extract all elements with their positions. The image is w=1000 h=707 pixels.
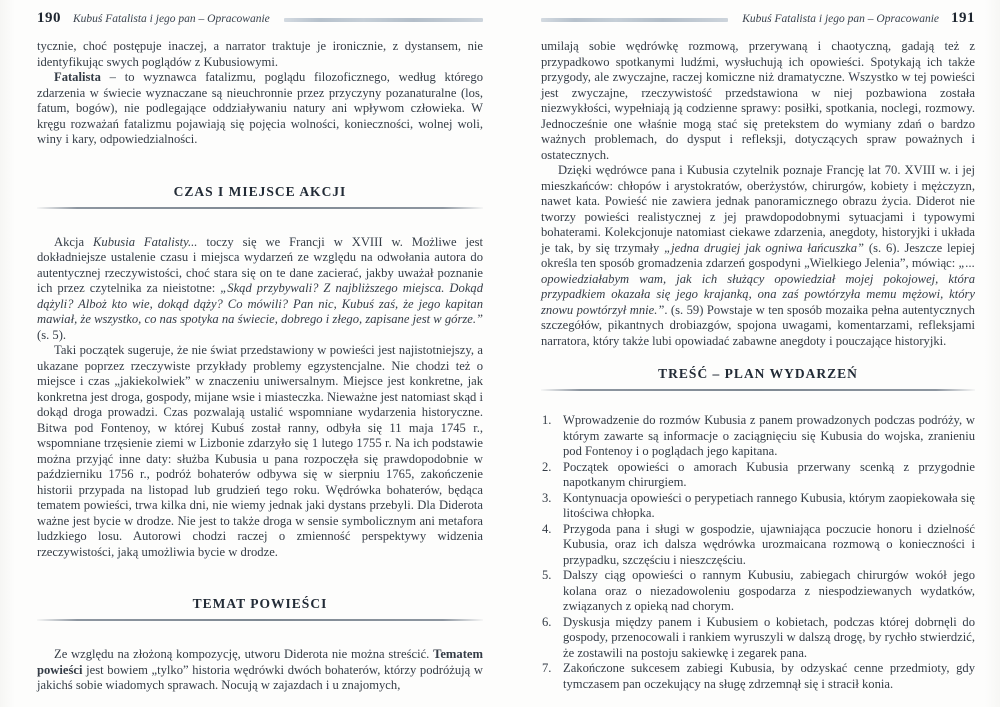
text: – to wyznawca fatalizmu, poglądu filozoficznego, według którego zdarzenia w świecie wyznaczane są nieuchronnie przez przyczyny pozanaturalne (los, fatum, bogów), nie podlegające oddziaływaniu natury ani wpływom człowieka. W kręgu rozważań fatalizmu pojawiają się pojęcia wolności, konieczności, wolnej woli, winy i kary, odpowiedzialności.: [37, 70, 483, 146]
page-header-right: [541, 10, 975, 30]
text: Akcja: [54, 234, 93, 249]
paragraph: [37, 343, 483, 560]
paragraph: [541, 39, 975, 163]
page-number: 190: [37, 10, 61, 26]
section: [37, 596, 483, 621]
section-heading: TREŚĆ – PLAN WYDARZEŃ: [658, 366, 858, 381]
text: (s. 5).: [37, 327, 67, 342]
list-item: Zakończone sukcesem zabiegi Kubusia, by odzyskać cenne przedmioty, gdy tymczasem pan oczekujący na sługę zdrzemnął się i stracił konia.: [563, 661, 975, 691]
page-body-right: [541, 39, 975, 692]
list-item: Wprowadzenie do rozmów Kubusia z panem prowadzonych podczas podróży, w którym zawarte są informacje o zaciągnięciu się Kubusia do wojska, zranieniu pod Fontenoy i o poglądach jego kapitana.: [563, 413, 975, 458]
text: (s. 6). Jeszcze lepiej określa ten sposób gromadzenia zdarzeń gospodyni „Wielkiego Jelenia”, mówiąc:: [541, 240, 976, 270]
page-header-left: [37, 10, 483, 30]
heading-rule: [541, 389, 975, 391]
event-plan-list: [541, 413, 975, 692]
italic-text: „... opowiedziałabym wam, jak ich służący opowiedział mojej pokojowej, która przypadkiem okazała się jego krajanką, ona zaś powtórzyła memu mężowi, który znowu powtórzył mnie.”: [541, 256, 975, 317]
paragraph: [37, 70, 483, 148]
heading-rule: [37, 619, 483, 621]
paragraph: [37, 647, 483, 694]
paragraph: [37, 39, 483, 70]
page-number: 191: [951, 10, 975, 26]
list-item: Początek opowieści o amorach Kubusia przerwany scenką z przygodnie napotkanym chirurgiem.: [563, 459, 975, 489]
heading-rule: [37, 207, 483, 209]
italic-text: „jedna drugiej jak ogniwa łańcuszka”: [664, 240, 865, 255]
paragraph: [37, 235, 483, 344]
text: jest bowiem „tylko” historia wędrówki dwóch bohaterów, którzy podróżują w jakichś sobie wiadomych sprawach. Nocują w zajazdach i u znajomych,: [37, 662, 483, 692]
text: Dzięki wędrówce pana i Kubusia czytelnik poznaje Francję lat 70. XVIII w. i jej mieszkańców: chłopów i arystokratów, oberżystów, chirurgów, kobiety i mężczyzn, nawet kata. Powieść nie zawiera jednak panoramicznego obrazu życia. Diderot nie tworzy powieści realistycznej z jej prawdopodobnymi sytuacjami i typowymi bohaterami. Kolekcjonuje natomiast ciekawe zdarzenia, anegdoty, historyjki i układa je tak, by się trzymały: [541, 163, 975, 255]
text: Ze względu na złożoną kompozycję, utworu Diderota nie można streścić.: [54, 647, 434, 661]
running-title: Kubuś Fatalista i jego pan – Opracowanie: [742, 13, 939, 25]
list-item: Przygoda pana i sługi w gospodzie, ujawniająca poczucie honoru i dzielność Kubusia, oraz ich dalsza wędrówka urozmaicana rozmową o konieczności i przypadku, szczęściu i nieszczęściu.: [563, 521, 975, 567]
text: . (s. 59) Powstaje w ten sposób mozaika pełna autentycznych szczegółów, pikantnych drobiazgów, spojona uwagami, komentarzami, refleksjami narratora, który także lubi opowiadać zabawne anegdoty i pouczające historyjki.: [541, 302, 975, 348]
header-decoration-strip: [284, 18, 483, 22]
text: Taki początek sugeruje, że nie świat przedstawiony w powieści jest najistotniejszy, a ukazane poprzez rzeczywiste przykłady problemy egzystencjalne. Nie chodzi też o miejsce i czas „jakiekolwiek” w znaczeniu uniwersalnym. Miejsce jest konkretne, jak konkretna jest droga, gospody, mijane wsie i miasteczka. Nieważne jest natomiast skąd i dokąd droga prowadzi. Czas pozwalają ustalić wspomniane wydarzenia historyczne. Bitwa pod Fontenoy, w której Kubuś został ranny, odbyła się 11 maja 1745 r., wspomniane trzęsienie ziemi w Lizbonie zdarzyło się 1 lutego 1755 r. Na ich podstawie można przyjąć inne daty: służba Kubusia u pana rozpoczęła się prawdopodobnie w październiku 1756 r., podróż bohaterów odbywa się w sierpniu 1765, zakończenie historii przypada na listopad lub grudzień tego roku. Wędrówka bohaterów, będąca tematem powieści, trwa kilka dni, nie wiemy jednak jaki dystans przebyli. Dla Diderota ważne jest bycie w drodze. Nie jest to także droga w sensie symbolicznym ani metafora ludzkiego losu. Autorowi chodzi raczej o zmienność perspektywy widzenia rzeczywistości, jaką umożliwia bycie w drodze.: [37, 343, 483, 559]
italic-text: Kubusia Fatalisty...: [93, 234, 198, 249]
section: [37, 184, 483, 209]
italic-text: „Skąd przybywali? Z najbliższego miejsca. Dokąd dążyli? Alboż kto wie, dokąd dąży? Co mówili? Pan nic, Kubuś zaś, że jego kapitan mawiał, że wszystko, co nas spotyka na świecie, dobrego i złego, zapisane jest w górze.”: [37, 281, 484, 326]
running-title: Kubuś Fatalista i jego pan – Opracowanie: [73, 13, 270, 25]
text: tycznie, choć postępuje inaczej, a narrator traktuje je ironicznie, z dystansem, nie identyfikując swych poglądów z Kubusiowymi.: [37, 39, 483, 69]
section-heading: CZAS I MIEJSCE AKCJI: [173, 183, 347, 199]
page-body-left: [37, 39, 483, 694]
list-item: Dalszy ciąg opowieści o rannym Kubusiu, zabiegach chirurgów wokół jego kolana oraz o niezadowoleniu gospodarza z niespodziewanych wydatków, związanych z opieką nad chorym.: [563, 568, 975, 613]
paragraph: [541, 163, 975, 349]
header-decoration-strip: [541, 18, 728, 22]
text: toczy się we Francji w XVIII w. Możliwe jest dokładniejsze ustalenie czasu i miejsca wydarzeń ze względu na odwołania autora do autentycznej rzeczywistości, choć stara się on te dane zacierać, jakby uważał poznanie ich przez czytelnika za nieistotne:: [37, 234, 483, 295]
bold-text: Tematem powieści: [37, 647, 483, 677]
section: [541, 366, 975, 391]
page-191: [500, 0, 1000, 707]
list-item: Kontynuacja opowieści o perypetiach rannego Kubusia, którym zaopiekowała się litościwa chłopka.: [563, 490, 975, 520]
list-item: Dyskusja między panem i Kubusiem o kobietach, podczas której dobrnęli do gospody, przenocowali i rankiem wyruszyli w dalszą drogę, by rychło stwierdzić, że zostawili na postoju sakiewkę i zegarek pana.: [563, 614, 975, 660]
text: umilają sobie wędrówkę rozmową, przerywaną i chaotyczną, gadają też z przypadkowo spotkanymi ludźmi, wysłuchują ich opowieści. Spotykają ich także przygody, ale zwyczajne, raczej komiczne niż dramatyczne. Wszystko w tej powieści jest zwyczajne, rzeczywistość przedstawiona w niej pozbawiona została niezwykłości, wypełniają ją codzienne sprawy: posiłki, spotkania, noclegi, rozmowy. Jednocześnie one właśnie mogą stać się pretekstem do wymiany zdań o bardzo ważnych problemach, do dysput i refleksji, dotyczących spraw poważnych i ostatecznych.: [541, 39, 975, 162]
section-heading: TEMAT POWIEŚCI: [192, 596, 328, 611]
bold-text: Fatalista: [54, 70, 101, 84]
